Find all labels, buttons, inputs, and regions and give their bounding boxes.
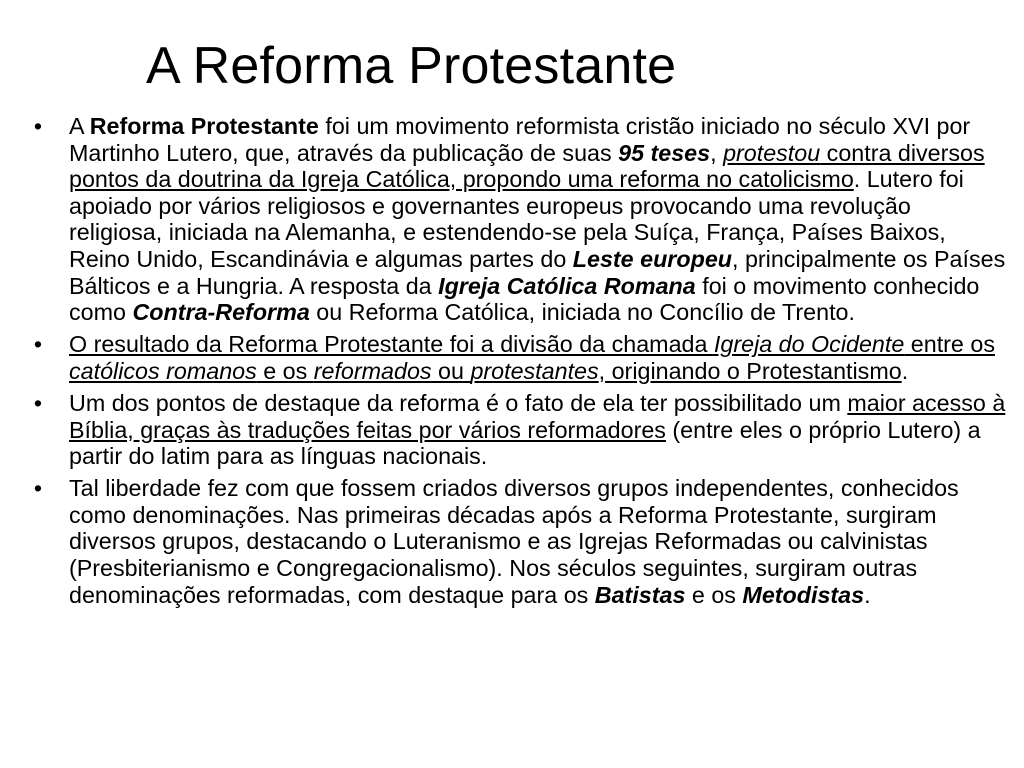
bold-italic-term xyxy=(438,273,696,299)
text-segment: (entre eles o próprio Lutero) a partir do latim para as línguas nacionais. xyxy=(69,416,981,470)
bullet-icon: • xyxy=(33,475,43,502)
italic-text: Igreja do Ocidente xyxy=(713,331,905,358)
text-segment: foi o movimento conhecido como xyxy=(69,272,980,326)
bullet-icon: • xyxy=(33,331,43,358)
underlined-segment: O resultado da Reforma Protestante foi a divisão da chamada xyxy=(69,331,714,358)
bold-italic-term xyxy=(595,582,686,608)
text-segment: foi um movimento reformista cristão iniciado no século XVI por Martinho Lutero, que, através da publicação de suas xyxy=(69,113,971,166)
underlined-segment: entre os xyxy=(904,331,995,358)
text-segment: . xyxy=(901,357,909,384)
text-segment: . Lutero foi apoiado por vários religiosos e governantes europeus provocando uma revolução religiosa, iniciada na Alemanha, e estendendo-se pela Suíça, França, Países Baixos, Reino Unido, Escandinávia e algumas partes do xyxy=(69,166,964,272)
italic-text: Igreja Católica Romana xyxy=(438,272,696,299)
text-segment: Tal liberdade fez com que fossem criados diversos grupos independentes, conhecidos como denominações. Nas primeiras décadas após a Reforma Protestante, surgiram diversos grupos, destacando o Luteranismo e as Igrejas Reformadas ou calvinistas (Presbiterianismo e Congregacionalismo). Nos séculos seguintes, surgiram outras denominações reformadas, com destaque para os xyxy=(69,475,959,608)
text-segment: e os xyxy=(685,581,743,608)
italic-text: Batistas xyxy=(594,581,686,608)
bullet-list xyxy=(28,113,1010,614)
bullet-item-resultado xyxy=(28,331,1010,384)
slide-title: A Reforma Protestante xyxy=(146,37,677,95)
italic-text: Metodistas xyxy=(742,581,865,608)
underlined-segment: , originando o Protestantismo xyxy=(598,357,902,384)
underlined-segment: ou xyxy=(431,357,471,384)
text-segment: , xyxy=(710,139,724,166)
italic-text: católicos romanos xyxy=(69,357,257,384)
underlined-text xyxy=(69,331,995,384)
bullet-item-denominacoes xyxy=(28,475,1010,608)
underlined-segment: e os xyxy=(256,357,314,384)
bold-term: Reforma Protestante xyxy=(89,113,319,139)
text-segment: , principalmente os Países Bálticos e a Hungria. A resposta da xyxy=(69,245,1006,299)
italic-text: Leste europeu xyxy=(572,245,733,272)
bold-italic-term xyxy=(573,246,732,272)
bullet-icon: • xyxy=(33,389,43,416)
bold-italic-term xyxy=(742,582,864,608)
underlined-text: maior acesso à Bíblia, graças às traduções feitas por vários reformadores xyxy=(69,389,1006,443)
bold-italic-term xyxy=(618,140,710,166)
bold-italic-term xyxy=(132,299,309,325)
bullet-item-reforma xyxy=(28,113,1010,326)
bullet-icon: • xyxy=(33,113,43,139)
text-segment: Um dos pontos de destaque da reforma é o fato de ela ter possibilitado um xyxy=(69,389,848,416)
italic-link-text: protestou xyxy=(723,139,821,166)
text-segment: . xyxy=(864,581,871,608)
italic-text: Contra-Reforma xyxy=(132,299,310,326)
italic-text: 95 teses xyxy=(618,139,711,166)
text-segment: ou Reforma Católica, iniciada no Concílio de Trento. xyxy=(309,299,855,326)
italic-text: protestantes xyxy=(470,357,599,384)
bullet-item-biblia xyxy=(28,390,1010,470)
text-segment: A xyxy=(69,113,90,139)
underlined-segment: contra diversos pontos da doutrina da Igreja Católica, propondo uma reforma no catolicismo xyxy=(69,139,985,193)
italic-text: reformados xyxy=(313,357,432,384)
